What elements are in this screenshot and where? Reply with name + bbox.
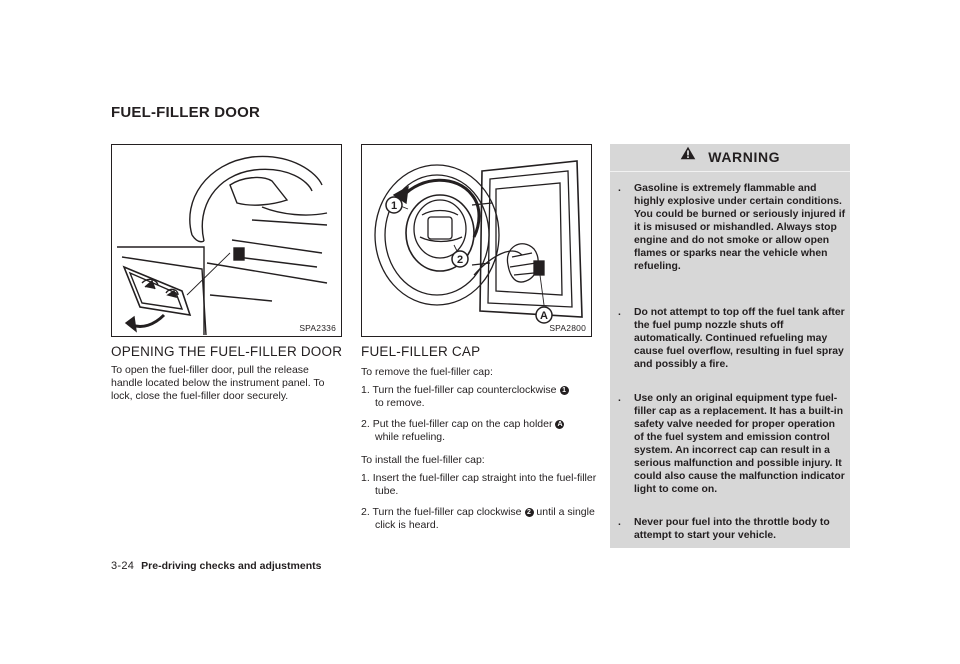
remove-intro: To remove the fuel-filler cap: — [361, 366, 493, 378]
install-intro: To install the fuel-filler cap: — [361, 454, 485, 466]
callout-1: 1 — [390, 200, 398, 212]
warning-triangle-icon — [680, 146, 696, 165]
figure-code: SPA2336 — [299, 323, 336, 333]
figure-release-handle — [111, 144, 342, 337]
warning-title: WARNING — [708, 149, 781, 165]
warning-header — [610, 144, 850, 172]
circled-2-icon: 2 — [525, 508, 534, 517]
warning-item: . Never pour fuel into the throttle body to attempt to start your vehicle. — [618, 517, 830, 541]
page-footer — [111, 560, 321, 572]
section-title: FUEL-FILLER DOOR — [111, 104, 261, 121]
cap-heading: FUEL-FILLER CAP — [361, 344, 481, 359]
figure-code: SPA2800 — [549, 323, 586, 333]
warning-item: . Do not attempt to top off the fuel tank after the fuel pump nozzle shuts off automatically. Continued refueling may cause fuel overflow, resulting in fuel spray and possibly a fire. — [618, 307, 845, 370]
circled-1-icon: 1 — [560, 386, 569, 395]
footer-section: Pre-driving checks and adjustments — [141, 560, 322, 572]
install-step-2: 2. Turn the fuel-filler cap clockwise 2 until a single click is heard. — [361, 506, 595, 531]
opening-body: To open the fuel-filler door, pull the release handle located below the instrument panel. To lock, close the fuel-filler door securely. — [111, 364, 325, 402]
callout-a: A — [540, 310, 548, 322]
callout-2: 2 — [456, 254, 464, 266]
warning-item: . Gasoline is extremely flammable and highly explosive under certain conditions. You could be burned or seriously injured if it is misused or mishandled. Always stop engine and do not smoke or allow open flames or sparks near the vehicle when refueling. — [618, 183, 846, 272]
figure-fuel-cap — [361, 144, 592, 337]
warning-item: . Use only an original equipment type fuel-filler cap as a replacement. It has a built-in safety valve needed for proper operation of the fuel system and emission control system. An incorrect cap can result in a serious malfunction and possible injury. It could also cause the malfunction indicator light to come on. — [618, 393, 845, 495]
remove-step-2: 2. Put the fuel-filler cap on the cap holder A while refueling. — [361, 418, 563, 443]
page-number: 3-24 — [111, 560, 135, 572]
opening-heading: OPENING THE FUEL-FILLER DOOR — [111, 344, 343, 359]
warning-box — [610, 144, 850, 548]
release-handle-illustration — [112, 145, 341, 336]
circled-a-icon: A — [557, 421, 563, 428]
fuel-cap-illustration — [362, 145, 591, 336]
install-step-1: 1. Insert the fuel-filler cap straight into the fuel-filler tube. — [361, 472, 597, 497]
remove-step-1: 1. Turn the fuel-filler cap counterclockwise 1 to remove. — [361, 384, 597, 410]
